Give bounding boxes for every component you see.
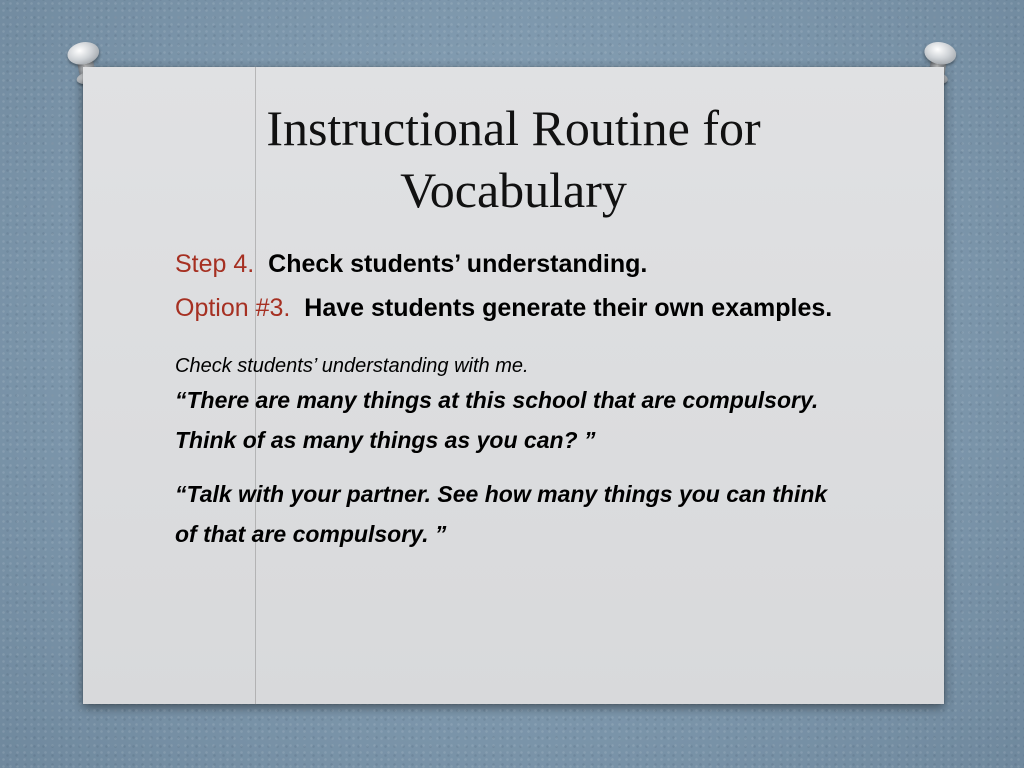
body-block	[175, 352, 855, 554]
slide-title-line-1: Instructional Routine for	[266, 100, 761, 156]
slide-title	[83, 97, 944, 221]
check-understanding-line: Check students’ understanding with me.	[175, 355, 529, 377]
quote-compulsory-things: “There are many things at this school that are compulsory. Think of as many things as you can? ”	[175, 387, 819, 453]
option-line	[175, 286, 855, 330]
slide-title-line-2: Vocabulary	[400, 162, 627, 218]
slide-content	[175, 242, 855, 554]
slide-card	[83, 67, 944, 704]
option-text: Have students generate their own examples.	[304, 294, 833, 322]
step-label: Step 4.	[175, 250, 255, 278]
option-label: Option #3.	[175, 294, 291, 322]
step-text: Check students’ understanding.	[268, 250, 648, 278]
step-line	[175, 242, 855, 286]
quote-talk-with-partner: “Talk with your partner. See how many things you can think of that are compulsory. ”	[175, 481, 828, 547]
